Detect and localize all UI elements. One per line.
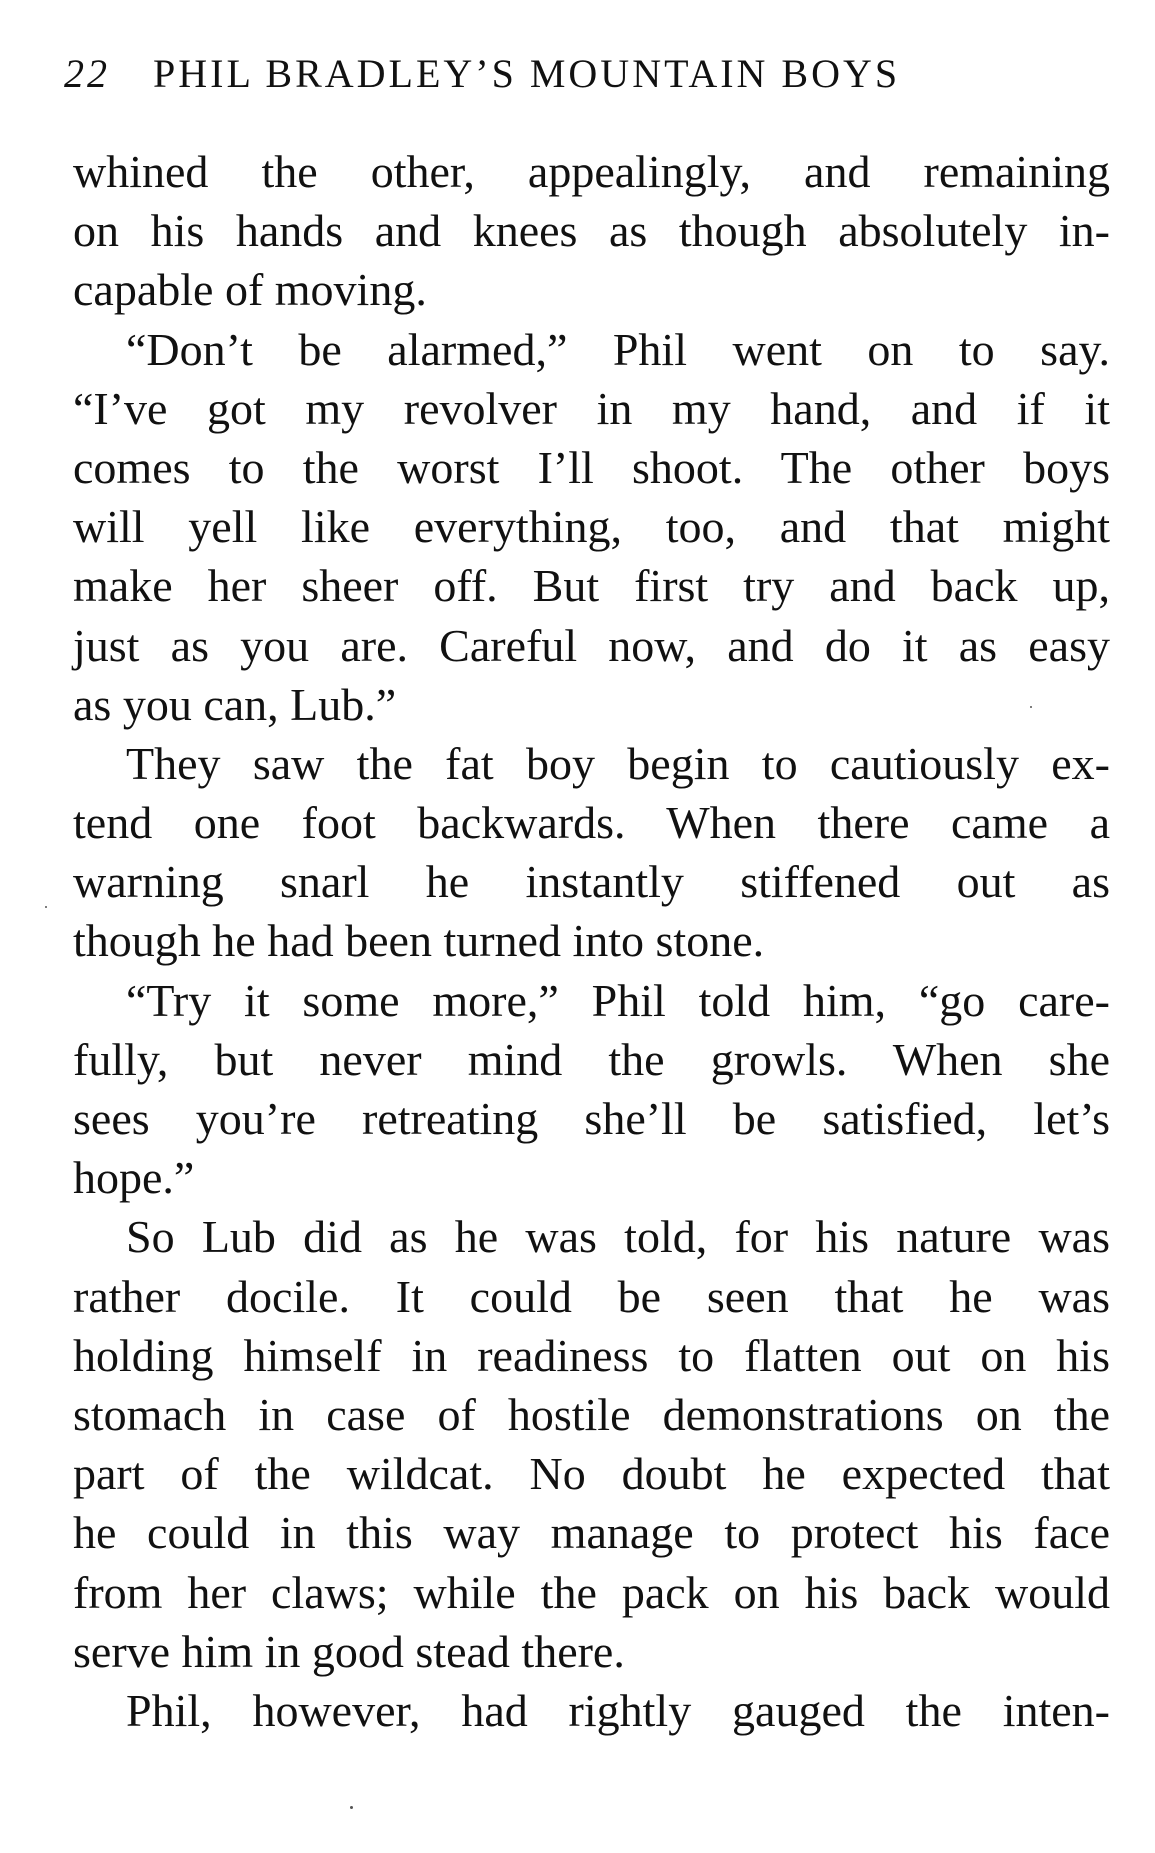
print-speck (350, 1806, 353, 1809)
text-line: fully, but never mind the growls. When she (73, 1033, 1110, 1085)
text-line: whined the other, appealingly, and remaining (73, 146, 1110, 197)
text-line: though he had been turned into stone. (73, 915, 765, 967)
text-line: Phil, however, had rightly gauged the inten- (126, 1684, 1110, 1736)
text-line: warning snarl he instantly stiffened out as (73, 856, 1110, 908)
text-line: sees you’re retreating she’ll be satisfied, let’s (73, 1093, 1110, 1144)
text-line: So Lub did as he was told, for his nature was (126, 1211, 1110, 1263)
text-line: “I’ve got my revolver in my hand, and if it (73, 382, 1110, 434)
text-line: just as you are. Careful now, and do it as easy (73, 619, 1110, 671)
text-line: tend one foot backwards. When there came a (73, 797, 1110, 849)
text-line: They saw the fat boy begin to cautiously ex- (126, 737, 1110, 789)
text-line: “Try it some more,” Phil told him, “go care- (126, 974, 1110, 1026)
running-header (64, 50, 1114, 97)
text-line: part of the wildcat. No doubt he expected that (73, 1448, 1110, 1500)
running-title: PHIL BRADLEY’S MOUNTAIN BOYS (153, 51, 901, 96)
text-line: comes to the worst I’ll shoot. The other boys (73, 441, 1110, 493)
text-line: make her sheer off. But first try and back up, (73, 560, 1110, 612)
text-line: from her claws; while the pack on his back would (73, 1566, 1110, 1618)
body-text (73, 142, 1110, 1740)
page-number: 22 (64, 51, 110, 96)
text-line: holding himself in readiness to flatten out on his (73, 1329, 1110, 1381)
print-speck (1030, 706, 1032, 708)
text-line: as you can, Lub.” (73, 678, 397, 730)
text-line: on his hands and knees as though absolutely in- (73, 205, 1110, 257)
text-line: stomach in case of hostile demonstrations on the (73, 1388, 1110, 1440)
text-line: capable of moving. (73, 264, 427, 316)
text-line: he could in this way manage to protect his face (73, 1507, 1110, 1559)
print-speck (45, 906, 47, 908)
text-line: will yell like everything, too, and that might (73, 501, 1110, 553)
text-line: serve him in good stead there. (73, 1625, 625, 1677)
text-line: rather docile. It could be seen that he was (73, 1270, 1110, 1322)
text-line: “Don’t be alarmed,” Phil went on to say. (126, 323, 1110, 375)
text-line: hope.” (73, 1152, 195, 1204)
